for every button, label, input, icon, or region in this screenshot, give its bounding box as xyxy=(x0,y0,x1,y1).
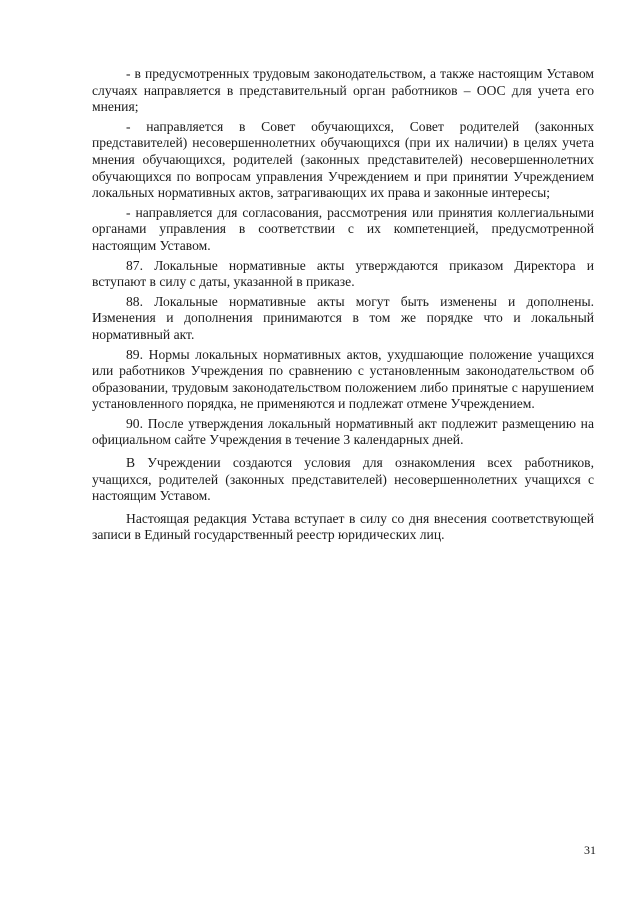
paragraph-local-acts-collegial-bodies: - направляется для согласования, рассмотрения или принятия коллегиальными органами управления в соответствии с их компетенцией, предусмотренной настоящим Уставом. xyxy=(92,204,594,253)
paragraph-local-acts-employees: - в предусмотренных трудовым законодательством, а также настоящим Уставом случаях направляется в представительный орган работников – ООС для учета его мнения; xyxy=(92,66,594,115)
paragraph-local-acts-students-council: - направляется в Совет обучающихся, Совет родителей (законных представителей) несовершеннолетних обучающихся (при их наличии) в целях учета мнения обучающихся, родителей (законных представителей) несовершеннолетних обучающихся по вопросам управления Учреждением и при принятии Учреждением локальных нормативных актов, затрагивающих их права и законные интересы; xyxy=(92,118,594,201)
paragraph-89: 89. Нормы локальных нормативных актов, ухудшающие положение учащихся или работников Учреждения по сравнению с установленным законодательством об образовании, трудовым законодательством положением либо принятые с нарушением установленного порядка, не применяются и подлежат отмене Учреждением. xyxy=(92,346,594,412)
paragraph-87: 87. Локальные нормативные акты утверждаются приказом Директора и вступают в силу с даты, указанной в приказе. xyxy=(92,257,594,290)
paragraph-effective-date: Настоящая редакция Устава вступает в силу со дня внесения соответствующей записи в Единый государственный реестр юридических лиц. xyxy=(92,510,594,543)
paragraph-88: 88. Локальные нормативные акты могут быть изменены и дополнены. Изменения и дополнения принимаются в том же порядке что и локальный нормативный акт. xyxy=(92,293,594,342)
paragraph-90: 90. После утверждения локальный нормативный акт подлежит размещению на официальном сайте Учреждения в течение 3 календарных дней. xyxy=(92,415,594,448)
page-number: 31 xyxy=(584,843,596,857)
paragraph-familiarization: В Учреждении создаются условия для ознакомления всех работников, учащихся, родителей (законных представителей) несовершеннолетних учащихся с настоящим Уставом. xyxy=(92,455,594,504)
document-body xyxy=(92,66,594,547)
